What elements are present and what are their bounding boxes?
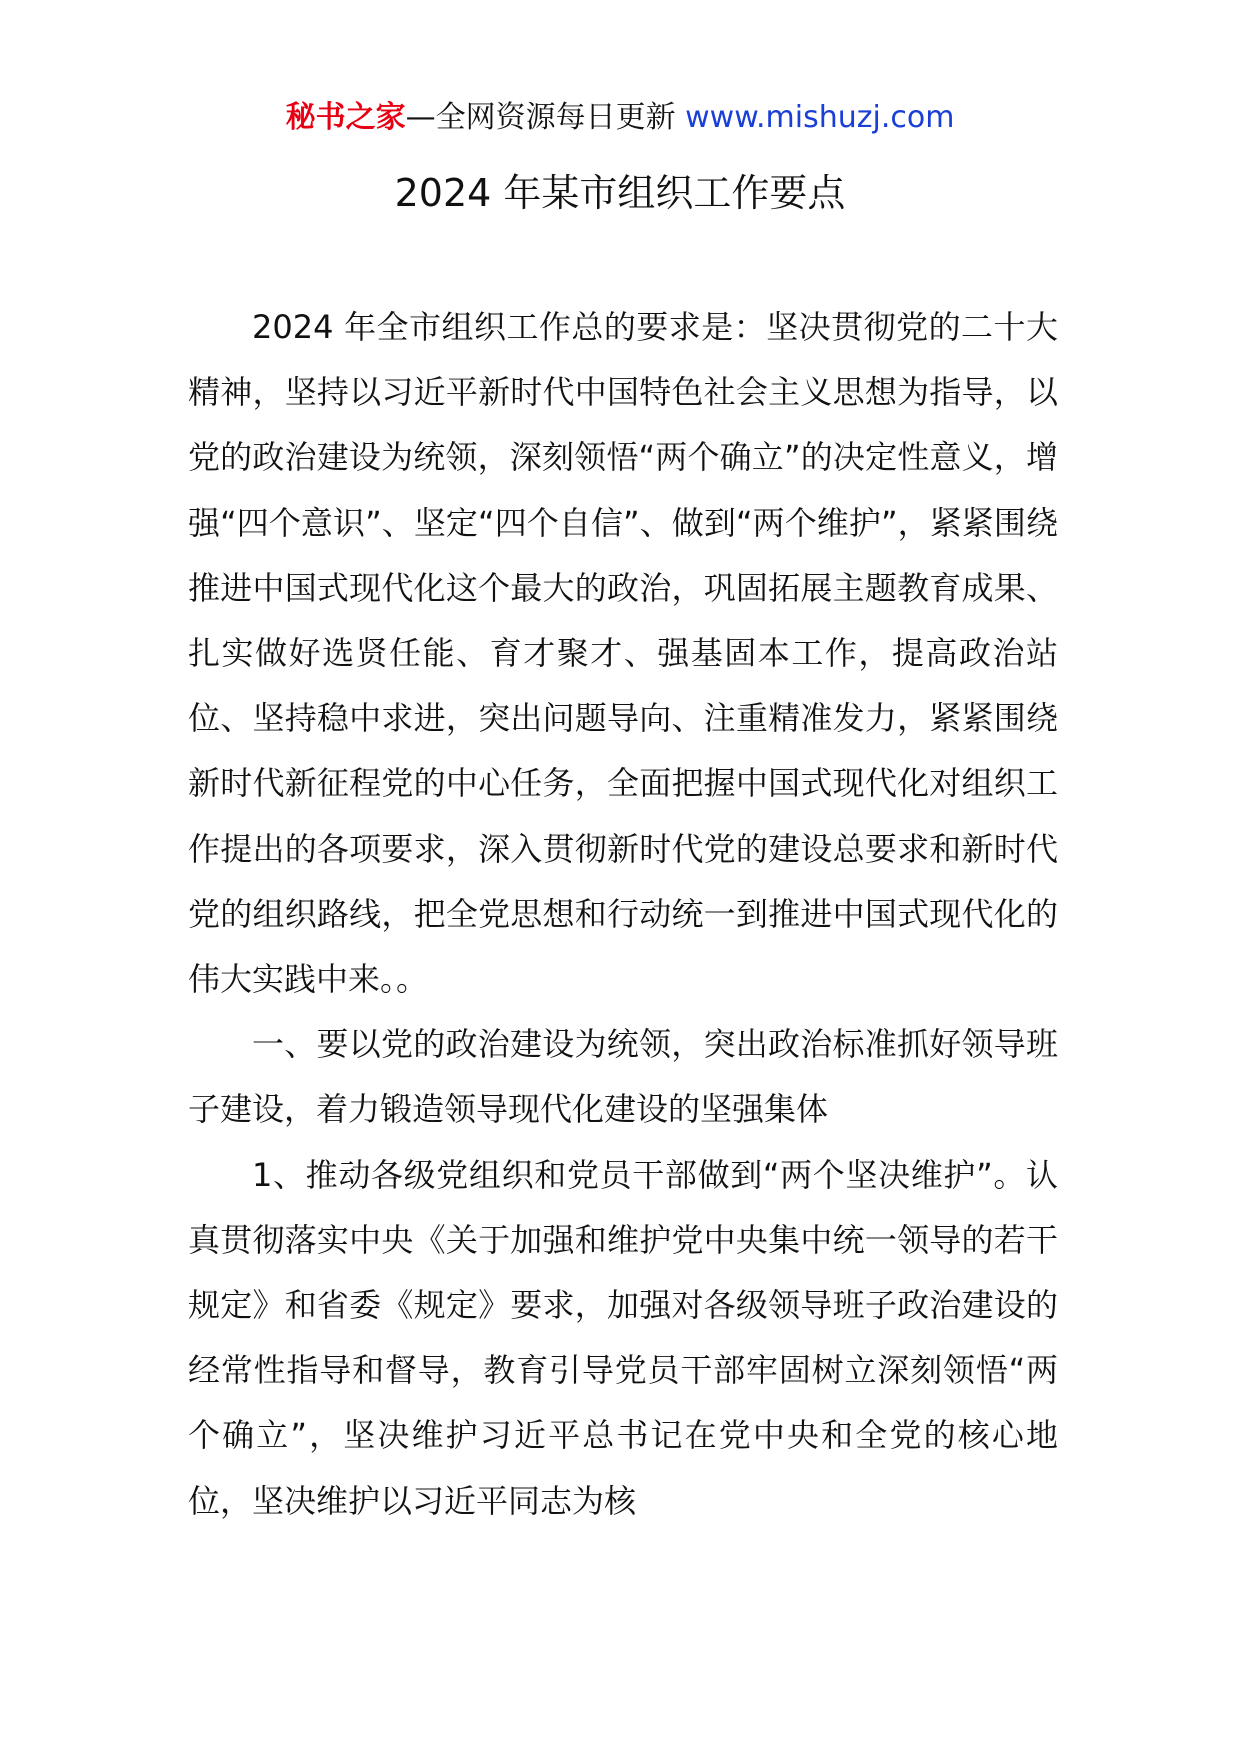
section-heading-one: 一、要以党的政治建设为统领，突出政治标准抓好领导班子建设，着力锻造领导现代化建设的坚强集体 (188, 1025, 1058, 1129)
site-header (0, 98, 1240, 138)
paragraph-item-one: 1、推动各级党组织和党员干部做到“两个坚决维护”。认真贯彻落实中央《关于加强和维护党中央集中统一领导的若干规定》和省委《规定》要求，加强对各级领导班子政治建设的经常性指导和督导，教育引导党员干部牢固树立深刻领悟“两个确立”，坚决维护习近平总书记在党中央和全党的核心地位，坚决维护以习近平同志为核 (188, 1155, 1058, 1520)
paragraph-general-requirements: 2024 年全市组织工作总的要求是：坚决贯彻党的二十大精神，坚持以习近平新时代中国特色社会主义思想为指导，以党的政治建设为统领，深刻领悟“两个确立”的决定性意义，增强“四个意识”、坚定“四个自信”、做到“两个维护”，紧紧围绕推进中国式现代化这个最大的政治，巩固拓展主题教育成果、扎实做好选贤任能、育才聚才、强基固本工作，提高政治站位、坚持稳中求进，突出问题导向、注重精准发力，紧紧围绕新时代新征程党的中心任务，全面把握中国式现代化对组织工作提出的各项要求，深入贯彻新时代党的建设总要求和新时代党的组织路线，把全党思想和行动统一到推进中国式现代化的伟大实践中来。。 (188, 308, 1058, 999)
site-url-link[interactable]: www.mishuzj.com (685, 100, 955, 135)
site-tagline: —全网资源每日更新 (405, 100, 676, 135)
document-title: 2024 年某市组织工作要点 (394, 171, 846, 215)
site-brand: 秘书之家 (285, 100, 406, 135)
document-body (188, 295, 1058, 1534)
